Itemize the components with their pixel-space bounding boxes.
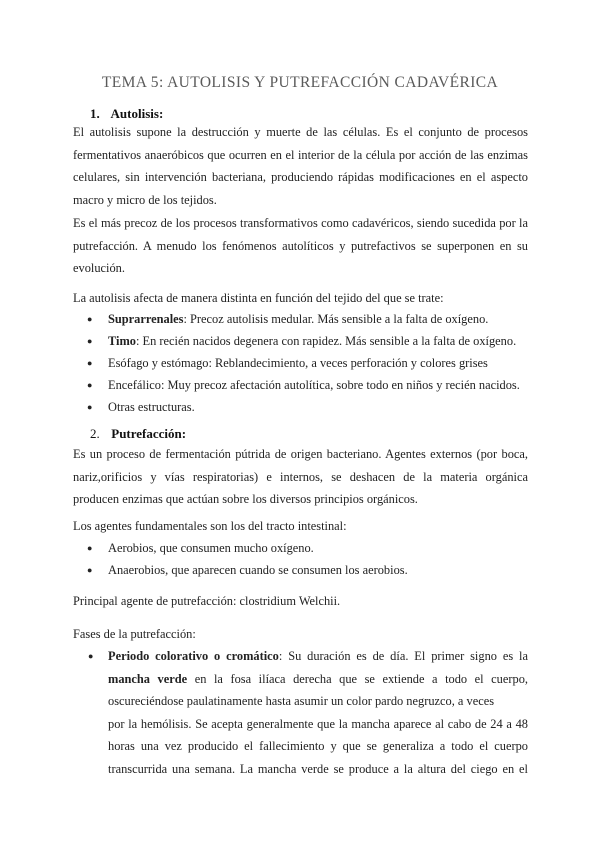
tissue-bullet-list	[73, 308, 528, 418]
list-item: ● Esófago y estómago: Reblandecimiento, a veces perforación y colores grises	[73, 352, 528, 374]
text-line: Es un proceso de fermentación pútrida de origen bacteriano. Agentes externos (por boca,	[73, 447, 528, 461]
text-line: producen enzimas que actúan sobre los diversos principios orgánicos.	[73, 492, 418, 506]
text-line: Periodo colorativo o cromático: Su duración es de día. El primer signo es la	[108, 649, 528, 663]
page-title: TEMA 5: AUTOLISIS Y PUTREFACCIÓN CADAVÉRICA	[101, 74, 499, 91]
section-number: 2.	[90, 426, 100, 441]
text-line: fermentativos anaeróbicos que ocurren en el interior de la célula por acción de las enzimas	[73, 147, 528, 162]
paragraph-agents-intro: Los agentes fundamentales son los del tracto intestinal:	[73, 519, 347, 533]
text-line: nariz,orificios y vías respiratorias) e internos, se deshacen de la materia orgánica	[73, 469, 528, 484]
text-line: evolución.	[73, 261, 125, 275]
list-item: ● Suprarrenales: Precoz autolisis medular. Más sensible a la falta de oxígeno.	[73, 308, 528, 330]
text-line: oscureciéndose paulatinamente hasta asumir un color pardo negruzco, a veces	[108, 694, 495, 708]
paragraph-tissue-intro: La autolisis afecta de manera distinta en función del tejido del que se trate:	[73, 291, 444, 305]
bullet-icon: ●	[87, 565, 93, 575]
bullet-icon: ●	[87, 336, 93, 346]
bullet-icon: ●	[87, 358, 93, 368]
list-item: ● Anaerobios, que aparecen cuando se consumen los aerobios.	[73, 559, 528, 581]
list-item: ● Encefálico: Muy precoz afectación autolítica, sobre todo en niños y recién nacidos.	[73, 374, 528, 396]
section-title: Autolisis:	[110, 106, 164, 121]
paragraph-autolisis-definition	[73, 121, 528, 211]
paragraph-phases-intro: Fases de la putrefacción:	[73, 627, 196, 641]
text-line: putrefacción. A menudo los fenómenos autolíticos y putrefactivos se superponen en su	[73, 238, 528, 253]
section-heading-putrefaccion	[90, 426, 186, 442]
list-item: ● Timo: En recién nacidos degenera con rapidez. Más sensible a la falta de oxígeno.	[73, 330, 528, 352]
phase-item-colorativo	[88, 645, 528, 780]
bullet-icon: ●	[87, 402, 93, 412]
paragraph-autolisis-precocity	[73, 212, 528, 280]
list-item: ● Aerobios, que consumen mucho oxígeno.	[73, 537, 528, 559]
text-line: celulares, sin intervención bacteriana, produciendo rápidas modificaciones en el aspecto	[73, 170, 528, 184]
text-line: Es el más precoz de los procesos transformativos como cadavéricos, siendo sucedida por la	[73, 216, 528, 230]
text-line: mancha verde en la fosa ilíaca derecha que se extiende a todo el cuerpo,	[108, 671, 528, 686]
text-line: por la hemólisis. Se acepta generalmente que la mancha aparece al cabo de 24 a 48	[108, 716, 528, 731]
section-heading-autolisis	[90, 106, 163, 122]
text-line: El autolisis supone la destrucción y muerte de las células. Es el conjunto de procesos	[73, 125, 528, 139]
text-line: transcurrida una semana. La mancha verde se produce a la altura del ciego en el	[108, 761, 528, 776]
section-number: 1.	[90, 106, 100, 121]
paragraph-principal-agent: Principal agente de putrefacción: clostridium Welchii.	[73, 594, 341, 608]
text-line: horas una vez producido el fallecimiento y que se generaliza a todo el cuerpo	[108, 739, 528, 753]
bullet-icon: ●	[87, 314, 93, 324]
list-item: ● Otras estructuras.	[73, 396, 528, 418]
bullet-icon: ●	[87, 380, 93, 390]
text-line: macro y micro de los tejidos.	[73, 192, 217, 207]
bullet-icon: ●	[87, 543, 93, 553]
agents-bullet-list	[73, 537, 528, 581]
section-title: Putrefacción:	[111, 426, 187, 441]
bullet-icon: ●	[88, 651, 94, 661]
paragraph-putrefaccion-definition	[73, 443, 528, 511]
